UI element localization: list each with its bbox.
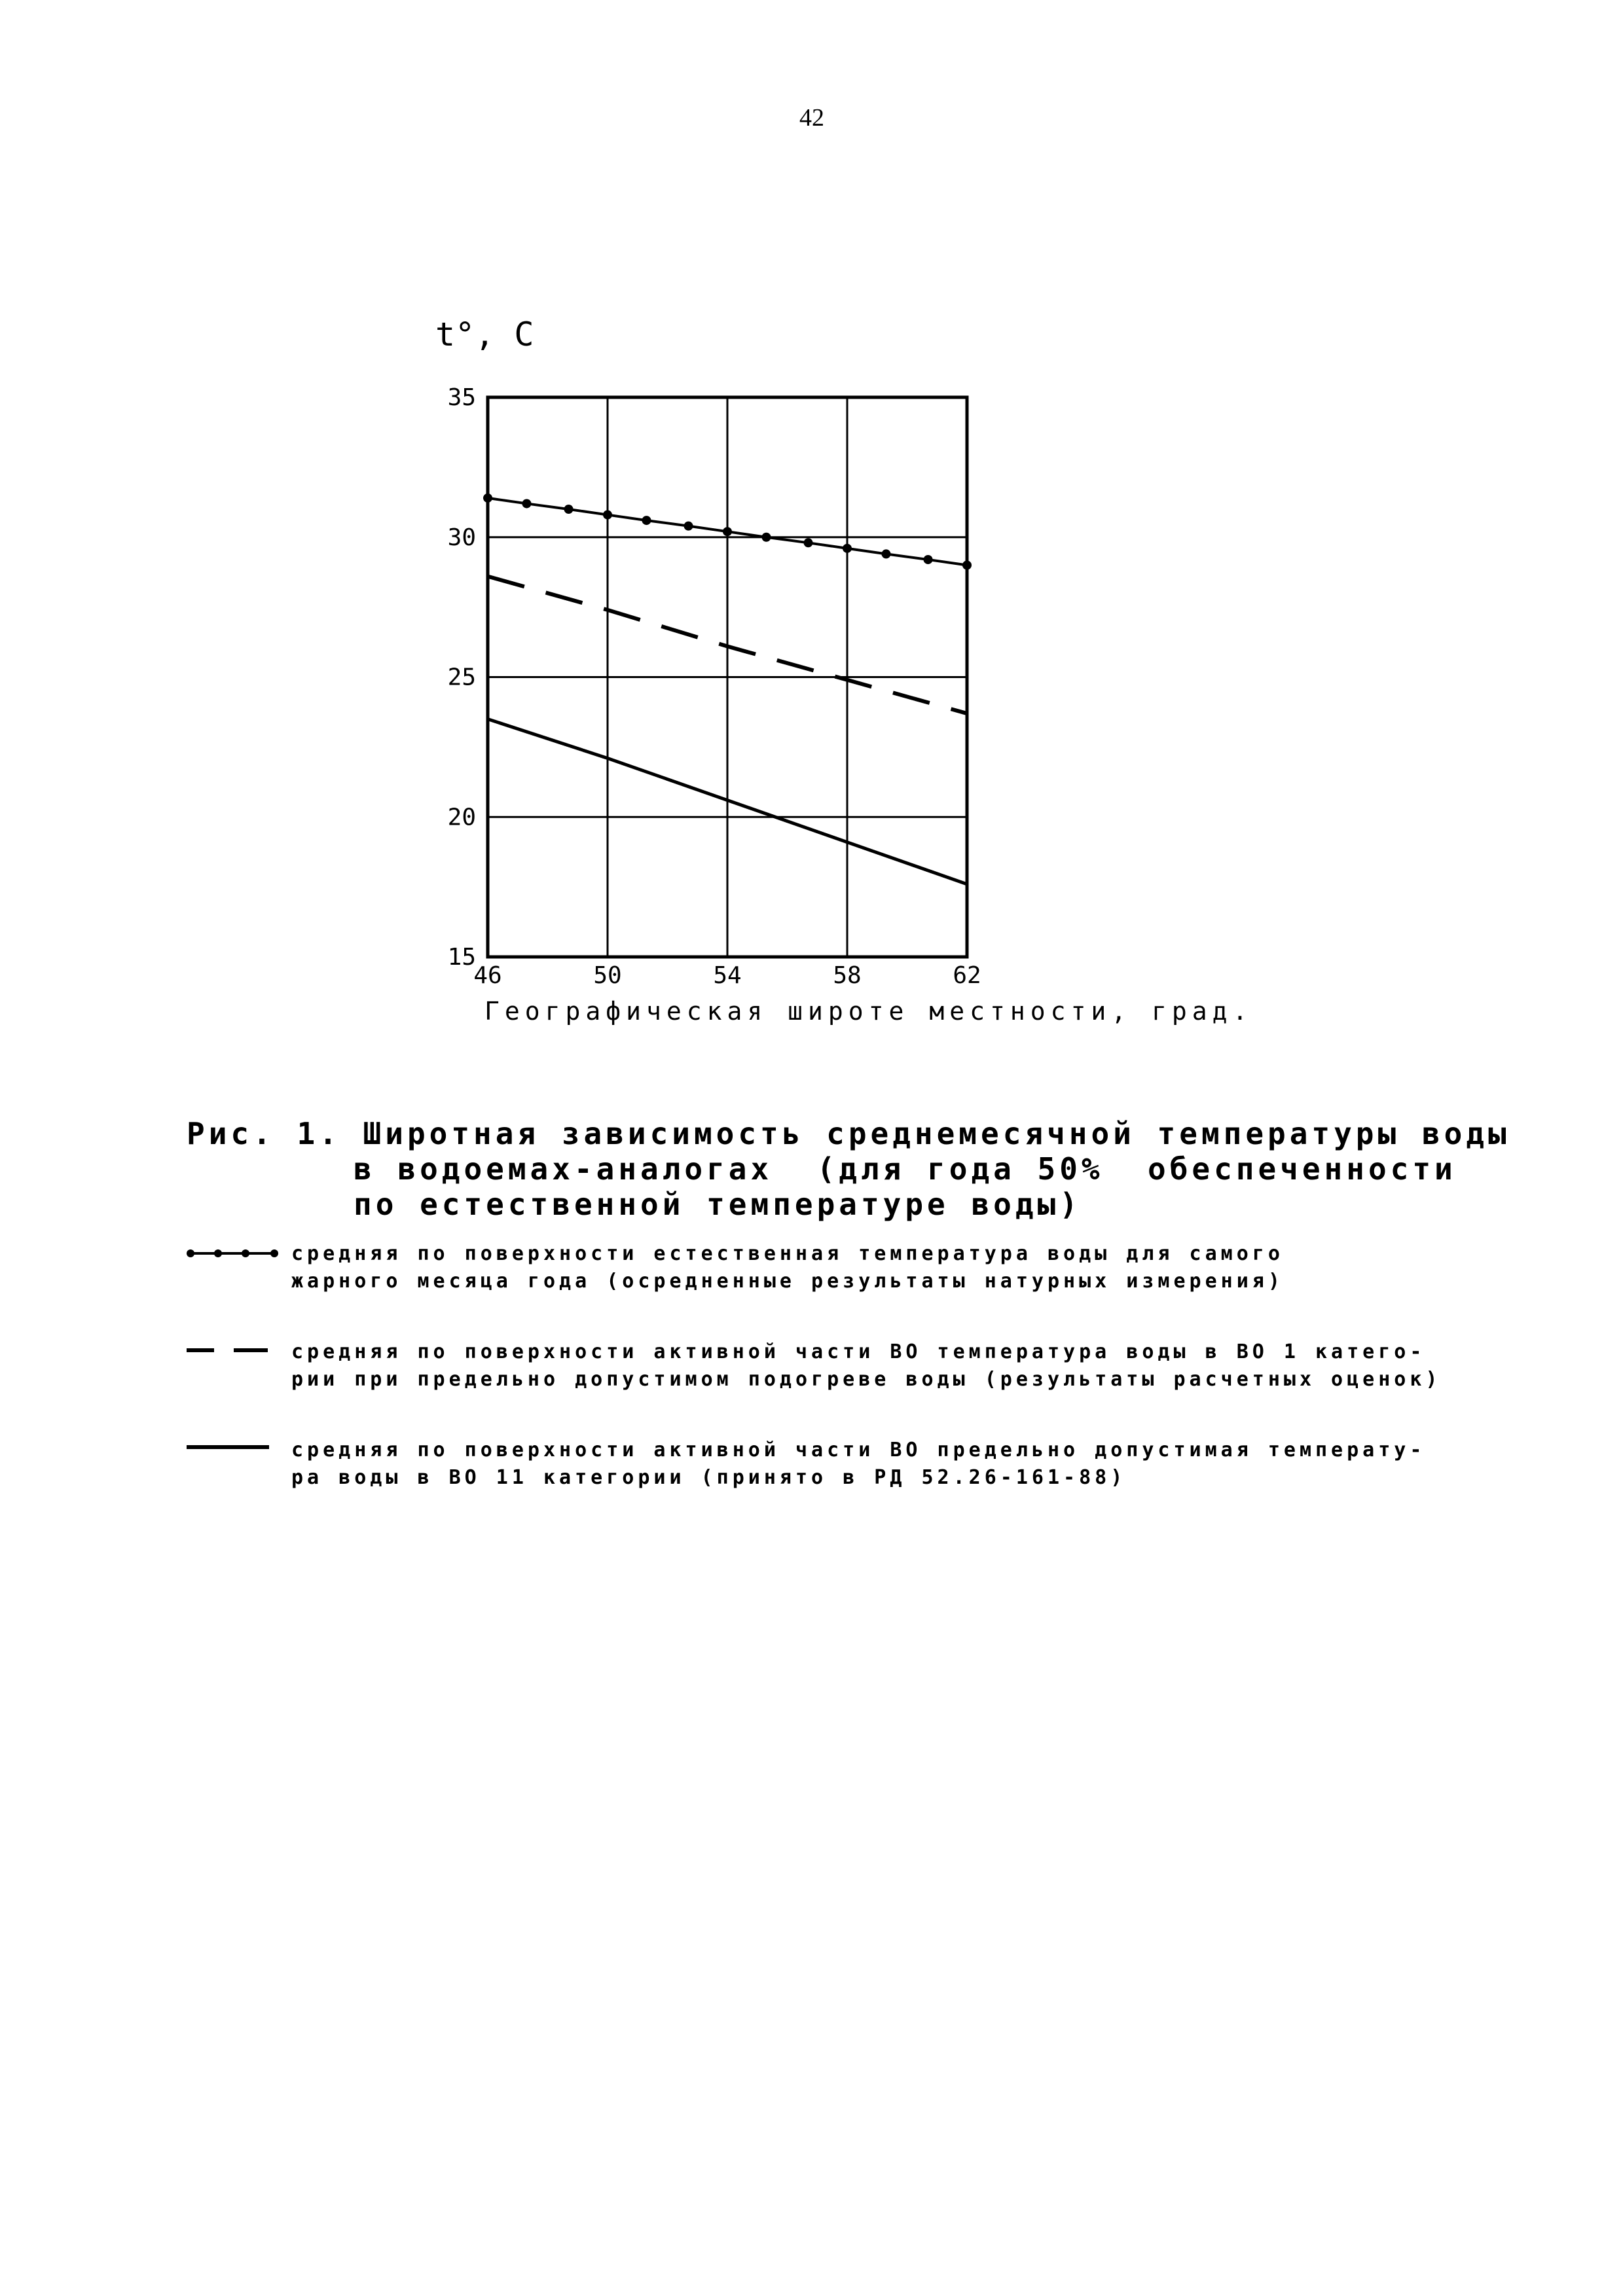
legend-text-dashed-2: рии при предельно допустимом подогреве воды (результаты расчетных оценок) <box>291 1368 1442 1391</box>
legend-sample-solid-line <box>187 1442 278 1462</box>
page-number: 42 <box>799 104 824 132</box>
legend-text-solid-2: ра воды в ВО 11 категории (принято в РД 52.26-161-88) <box>291 1466 1127 1489</box>
series-point <box>881 549 890 558</box>
x-tick-label: 46 <box>473 962 502 989</box>
x-tick-label: 50 <box>593 962 622 989</box>
y-tick-label: 30 <box>447 524 476 551</box>
x-tick-label: 54 <box>713 962 742 989</box>
caption-line-1: Рис. 1. Широтная зависимость среднемесячной температуры воды <box>187 1116 1510 1151</box>
y-tick-label: 25 <box>447 664 476 691</box>
series-point <box>603 511 612 520</box>
series-point <box>642 516 651 525</box>
x-axis-title: Географическая широте местности, град. <box>484 997 1253 1026</box>
series-point <box>564 505 574 514</box>
x-tick-labels <box>473 962 981 989</box>
series-point <box>804 538 813 547</box>
legend-text-solid-1: средняя по поверхности активной части ВО предельно допустимая температу- <box>291 1439 1426 1462</box>
y-tick-label: 35 <box>447 384 476 411</box>
legend-text-dotted-1: средняя по поверхности естественная температура воды для самого <box>291 1242 1284 1265</box>
figure-caption <box>187 1116 1529 1222</box>
series-point <box>924 555 933 564</box>
series-point <box>723 527 732 536</box>
series-point <box>684 522 693 531</box>
series-point <box>761 533 771 542</box>
grid <box>488 397 967 957</box>
y-tick-label: 15 <box>447 944 476 971</box>
legend-sample-dashed-line <box>187 1344 278 1363</box>
series-point <box>483 493 492 503</box>
caption-line-2: в водоемах-аналогах (для года 50% обеспеченности <box>354 1151 1457 1187</box>
series-point <box>522 499 531 508</box>
series-point <box>843 544 852 553</box>
y-axis-title: t°, C <box>435 315 534 353</box>
legend-sample-dotted-line <box>187 1246 278 1265</box>
y-tick-labels <box>448 384 476 971</box>
legend-text-dashed-1: средняя по поверхности активной части ВО температура воды в ВО 1 катего- <box>291 1340 1426 1363</box>
y-tick-label: 20 <box>447 804 476 831</box>
series-point <box>962 561 972 570</box>
x-tick-label: 62 <box>953 962 981 989</box>
x-tick-label: 58 <box>833 962 862 989</box>
legend-text-dotted-2: жарного месяца года (осредненные результаты натурных измерения) <box>291 1270 1284 1293</box>
caption-line-3: по естественной температуре воды) <box>354 1187 1082 1222</box>
